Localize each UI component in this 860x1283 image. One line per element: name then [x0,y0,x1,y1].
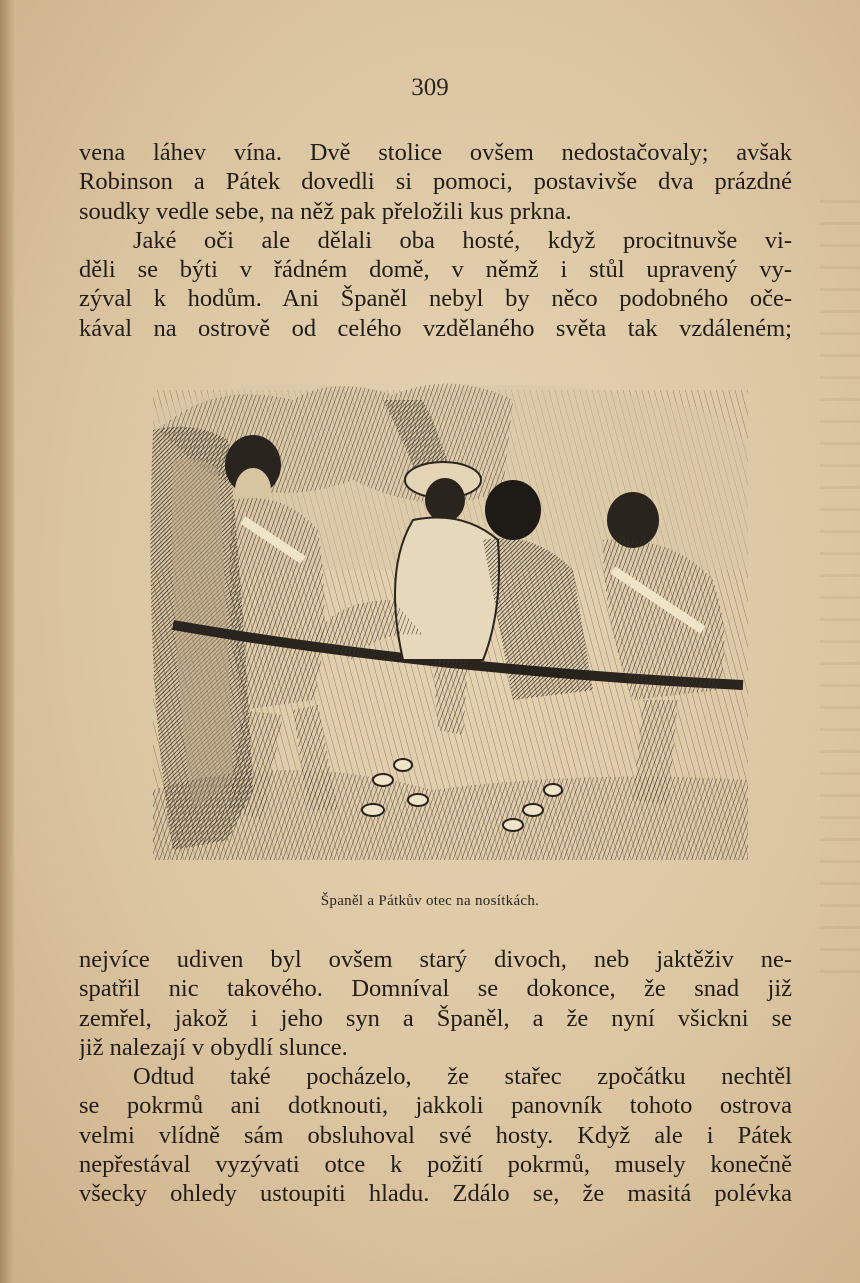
paragraph-bottom [79,945,792,1209]
paragraph-top [79,138,792,343]
illustration-caption: Španěl a Pátkův otec na nosítkách. [320,893,540,909]
text-line: velmi vlídně sám obsluhoval své hosty. Když ale i Pátek [79,1121,792,1149]
text-line: spatřil nic takového. Domníval se dokonce, že snad již [79,975,792,1003]
engraving-illustration [133,370,751,880]
text-line: zemřel, jakož i jeho syn a Španěl, a že nyní všickni se [79,1004,792,1032]
text-line: všecky ohledy ustoupiti hladu. Zdálo se, že masitá polévka [79,1180,792,1208]
page-number: 309 [411,74,449,101]
text-line: již nalezají v obydlí slunce. [79,1033,348,1061]
text-line: Jaké oči ale dělali oba hosté, když procitnuvše vi- [133,226,792,254]
text-line: nepřestával vyzývati otce k požití pokrmů, musely konečně [79,1151,792,1179]
text-line: nejvíce udiven byl ovšem starý divoch, neb jaktěživ ne- [79,946,792,973]
show-through-texture [820,200,860,980]
text-line: Robinson a Pátek dovedli si pomoci, postavivše dva prázdné [79,168,792,196]
text-line: zýval k hodům. Ani Španěl nebyl by něco podobného oče- [79,285,792,313]
text-line: děli se býti v řádném domě, v němž i stůl upravený vy- [79,256,792,284]
text-line: kával na ostrově od celého vzdělaného světa tak vzdáleném; [79,314,792,342]
text-line: soudky vedle sebe, na něž pak přeložili kus prkna. [79,197,572,225]
page-gutter-shadow [0,0,14,1283]
text-line: Odtud také pocházelo, že stařec zpočátku nechtěl [133,1063,792,1091]
text-line: se pokrmů ani dotknouti, jakkoli panovník tohoto ostrova [79,1092,792,1120]
text-line: vena láhev vína. Dvě stolice ovšem nedostačovaly; avšak [79,139,792,166]
